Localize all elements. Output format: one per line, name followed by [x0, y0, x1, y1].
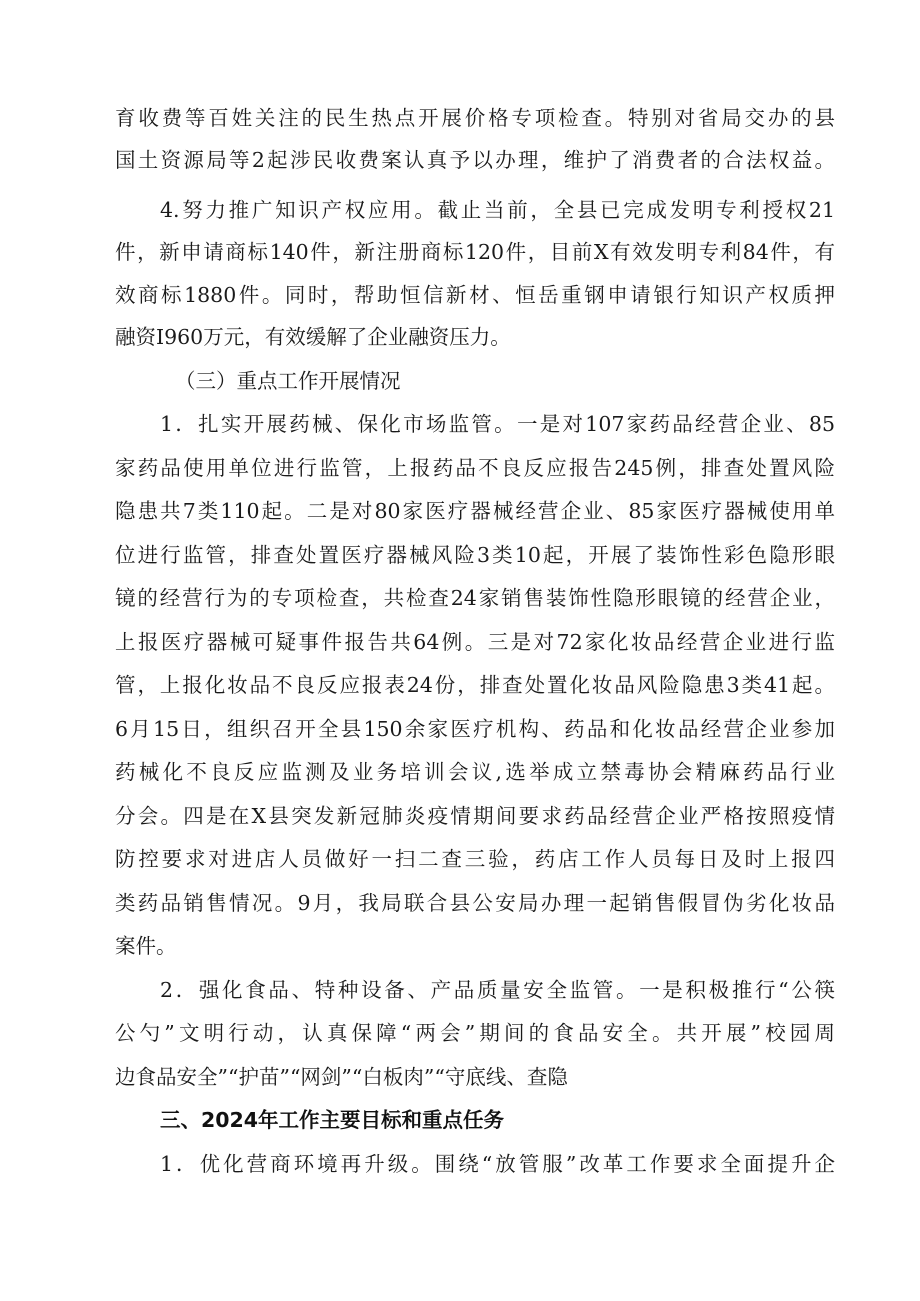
- paragraph-line: 管，上报化妆品不良反应报表24份，排查处置化妆品风险隐患3类41起。: [115, 673, 835, 697]
- paragraph-line: 件，新申请商标140件，新注册商标120件，目前X有效发明专利84件，有: [115, 240, 835, 264]
- section-heading: 三、2024年工作主要目标和重点任务: [160, 1108, 505, 1132]
- paragraph-line: 4.努力推广知识产权应用。截止当前，全县已完成发明专利授权21: [160, 198, 835, 222]
- paragraph-line: 上报医疗器械可疑事件报告共64例。三是对72家化妆品经营企业进行监: [115, 630, 835, 654]
- paragraph-line: 隐患共7类110起。二是对80家医疗器械经营企业、85家医疗器械使用单: [115, 499, 835, 523]
- paragraph-line: 类药品销售情况。9月，我局联合县公安局办理一起销售假冒伪劣化妆品: [115, 891, 835, 915]
- paragraph-line: 公勺”文明行动，认真保障“两会”期间的食品安全。共开展”校园周: [115, 1021, 835, 1045]
- paragraph-line: 6月15日，组织召开全县150余家医疗机构、药品和化妆品经营企业参加: [115, 717, 835, 741]
- paragraph-line: 融资I960万元，有效缓解了企业融资压力。: [115, 325, 511, 349]
- paragraph-line: 1．优化营商环境再升级。围绕“放管服”改革工作要求全面提升企: [160, 1152, 835, 1176]
- paragraph-line: 分会。四是在X县突发新冠肺炎疫情期间要求药品经营企业严格按照疫情: [115, 804, 835, 828]
- paragraph-line: 2．强化食品、特种设备、产品质量安全监管。一是积极推行“公筷: [160, 978, 835, 1002]
- paragraph-line: 国土资源局等2起涉民收费案认真予以办理，维护了消费者的合法权益。: [115, 148, 835, 172]
- paragraph-line: 镜的经营行为的专项检查，共检查24家销售装饰性隐形眼镜的经营企业，: [115, 586, 835, 610]
- paragraph-line: 防控要求对进店人员做好一扫二查三验，药店工作人员每日及时上报四: [115, 847, 835, 871]
- paragraph-line: 位进行监管，排查处置医疗器械风险3类10起，开展了装饰性彩色隐形眼: [115, 543, 835, 567]
- paragraph-line: 案件。: [115, 934, 177, 958]
- paragraph-line: 边食品安全”“护苗”“网剑”“白板肉”“守底线、查隐: [115, 1065, 568, 1089]
- paragraph-line: 效商标1880件。同时，帮助恒信新材、恒岳重钢申请银行知识产权质押: [115, 283, 835, 307]
- paragraph-line: 1．扎实开展药械、保化市场监管。一是对107家药品经营企业、85: [160, 412, 835, 436]
- paragraph-line: 家药品使用单位进行监管，上报药品不良反应报告245例，排查处置风险: [115, 456, 835, 480]
- section-subheading: （三）重点工作开展情况: [175, 369, 401, 393]
- paragraph-line: 育收费等百姓关注的民生热点开展价格专项检查。特别对省局交办的县: [115, 106, 835, 130]
- paragraph-line: 药械化不良反应监测及业务培训会议,选举成立禁毒协会精麻药品行业: [115, 760, 835, 784]
